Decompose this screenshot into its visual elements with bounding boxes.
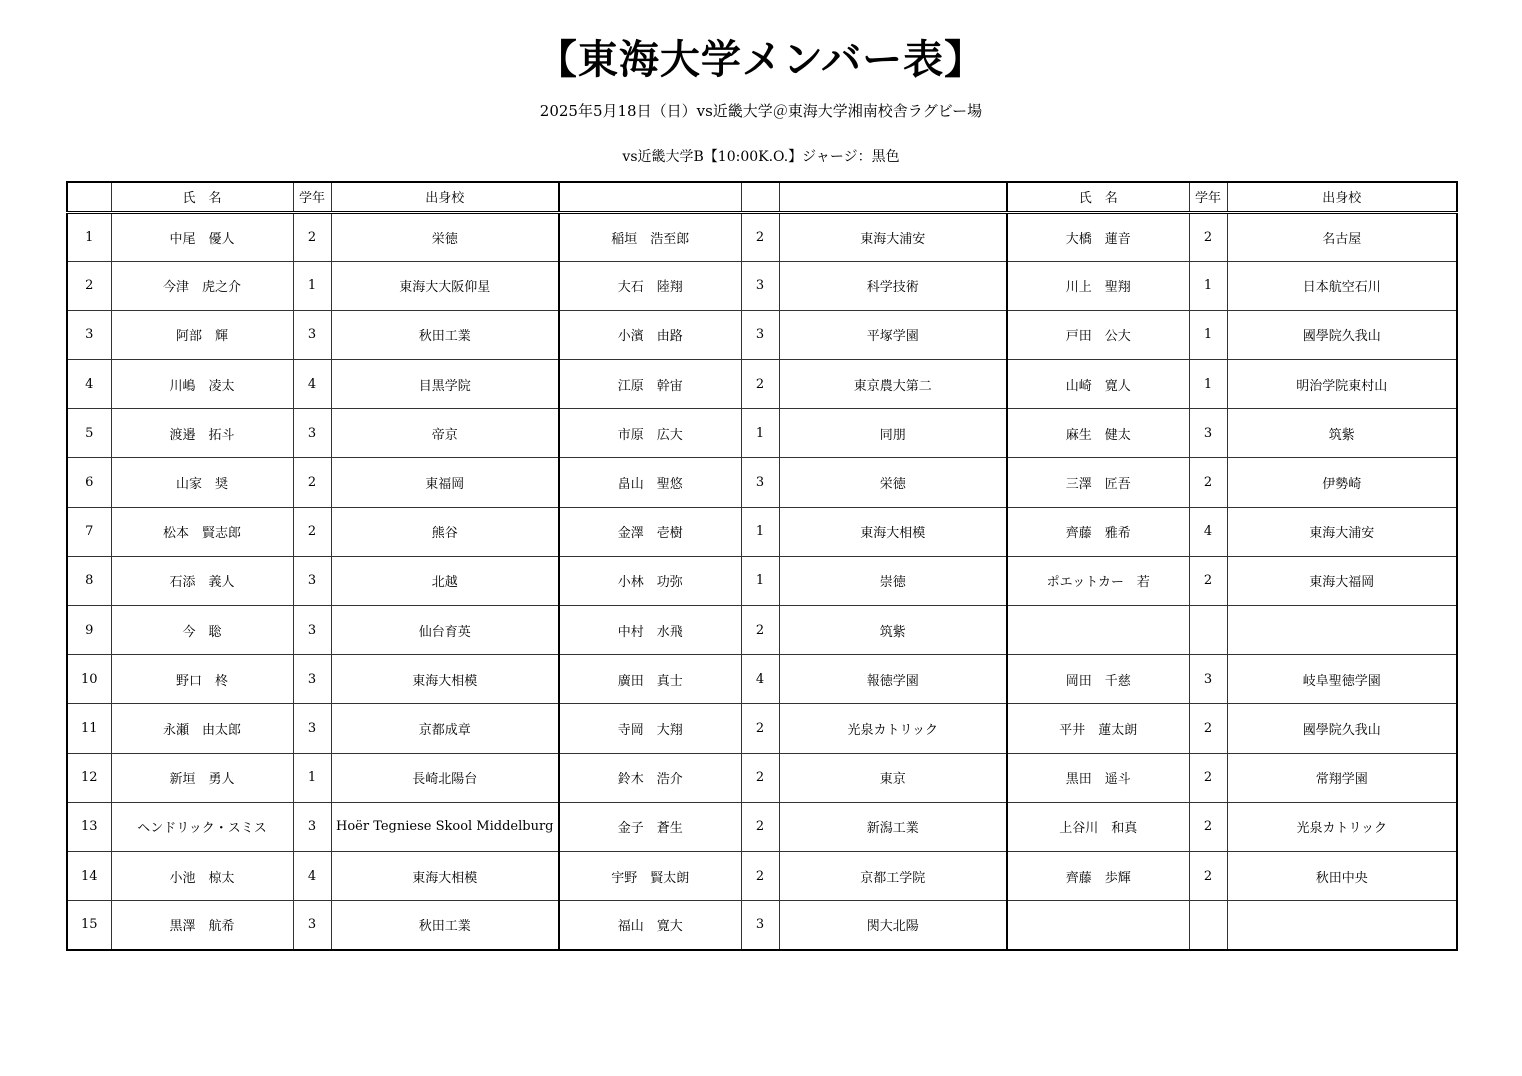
- player-name: 阿部 輝: [111, 310, 293, 359]
- player-name: 稲垣 浩至郎: [559, 212, 741, 261]
- player-school: 東海大浦安: [779, 212, 1007, 261]
- player-name: 黒田 遥斗: [1007, 753, 1189, 802]
- player-year: 2: [1189, 556, 1227, 605]
- player-year: 2: [1189, 753, 1227, 802]
- player-school: 長崎北陽台: [331, 753, 559, 802]
- player-year: 2: [741, 360, 779, 409]
- header-name-3: 氏 名: [1007, 182, 1189, 212]
- player-school: 光泉カトリック: [779, 704, 1007, 753]
- player-school: 帝京: [331, 409, 559, 458]
- player-name: 松本 賢志郎: [111, 507, 293, 556]
- player-school: 報徳学園: [779, 655, 1007, 704]
- header-year-3: 学年: [1189, 182, 1227, 212]
- player-name: 岡田 千慈: [1007, 655, 1189, 704]
- player-number: 7: [67, 507, 111, 556]
- player-name: 三澤 匠吾: [1007, 458, 1189, 507]
- header-school-2: [779, 182, 1007, 212]
- player-school: 東海大福岡: [1227, 556, 1457, 605]
- player-name: 金澤 壱樹: [559, 507, 741, 556]
- table-row: [67, 261, 1457, 310]
- player-year: 3: [741, 458, 779, 507]
- player-name: 川上 聖翔: [1007, 261, 1189, 310]
- player-year: 1: [741, 507, 779, 556]
- document-title: 【東海大学メンバー表】: [536, 36, 986, 83]
- player-name: 今 聡: [111, 606, 293, 655]
- player-year: 2: [293, 212, 331, 261]
- player-name: [1007, 606, 1189, 655]
- player-school: 東福岡: [331, 458, 559, 507]
- player-number: 14: [67, 851, 111, 900]
- player-name: 平井 蓮太朗: [1007, 704, 1189, 753]
- player-year: [1189, 901, 1227, 950]
- player-school: 東海大相模: [331, 851, 559, 900]
- player-name: ヘンドリック・スミス: [111, 802, 293, 851]
- player-year: 2: [293, 507, 331, 556]
- player-year: 2: [1189, 212, 1227, 261]
- player-school: 東海大浦安: [1227, 507, 1457, 556]
- player-school: [1227, 901, 1457, 950]
- player-number: 15: [67, 901, 111, 950]
- table-row: [67, 360, 1457, 409]
- table-header-row: [67, 182, 1457, 212]
- player-year: 4: [293, 851, 331, 900]
- player-name: 新垣 勇人: [111, 753, 293, 802]
- player-school: 栄徳: [331, 212, 559, 261]
- player-school: 目黒学院: [331, 360, 559, 409]
- player-number: 9: [67, 606, 111, 655]
- player-school: 國學院久我山: [1227, 704, 1457, 753]
- table-row: [67, 851, 1457, 900]
- player-school: 秋田中央: [1227, 851, 1457, 900]
- table-row: [67, 655, 1457, 704]
- player-school: 関大北陽: [779, 901, 1007, 950]
- player-year: 4: [293, 360, 331, 409]
- player-year: 1: [741, 409, 779, 458]
- player-year: 2: [1189, 802, 1227, 851]
- player-year: [1189, 606, 1227, 655]
- player-school: 常翔学園: [1227, 753, 1457, 802]
- player-name: 廣田 真士: [559, 655, 741, 704]
- header-year: 学年: [293, 182, 331, 212]
- player-year: 3: [741, 310, 779, 359]
- table-row: [67, 458, 1457, 507]
- player-name: 渡邉 拓斗: [111, 409, 293, 458]
- player-year: 3: [741, 261, 779, 310]
- player-year: 2: [1189, 704, 1227, 753]
- player-year: 4: [741, 655, 779, 704]
- header-name: 氏 名: [111, 182, 293, 212]
- player-name: 小林 功弥: [559, 556, 741, 605]
- player-year: 2: [741, 851, 779, 900]
- player-year: 1: [1189, 360, 1227, 409]
- player-school: 秋田工業: [331, 310, 559, 359]
- player-name: ポエットカー 若: [1007, 556, 1189, 605]
- player-name: 永瀬 由太郎: [111, 704, 293, 753]
- player-year: 4: [1189, 507, 1227, 556]
- player-school: 國學院久我山: [1227, 310, 1457, 359]
- table-row: [67, 901, 1457, 950]
- player-number: 10: [67, 655, 111, 704]
- player-name: 上谷川 和真: [1007, 802, 1189, 851]
- player-number: 8: [67, 556, 111, 605]
- player-name: 大橋 蓮音: [1007, 212, 1189, 261]
- player-number: 13: [67, 802, 111, 851]
- header-name-2: [559, 182, 741, 212]
- player-name: 齊藤 歩輝: [1007, 851, 1189, 900]
- player-year: 3: [293, 901, 331, 950]
- player-name: 金子 蒼生: [559, 802, 741, 851]
- player-number: 2: [67, 261, 111, 310]
- player-year: 2: [741, 606, 779, 655]
- player-school: 東海大相模: [331, 655, 559, 704]
- player-year: 1: [741, 556, 779, 605]
- table-row: [67, 704, 1457, 753]
- player-name: 麻生 健太: [1007, 409, 1189, 458]
- player-name: 黒澤 航希: [111, 901, 293, 950]
- player-school: 栄徳: [779, 458, 1007, 507]
- player-year: 3: [741, 901, 779, 950]
- player-name: 野口 柊: [111, 655, 293, 704]
- player-name: 石添 義人: [111, 556, 293, 605]
- table-row: [67, 753, 1457, 802]
- player-number: 6: [67, 458, 111, 507]
- player-school: 東海大大阪仰星: [331, 261, 559, 310]
- player-school: 北越: [331, 556, 559, 605]
- table-row: [67, 212, 1457, 261]
- player-name: [1007, 901, 1189, 950]
- player-name: 寺岡 大翔: [559, 704, 741, 753]
- player-school: 東海大相模: [779, 507, 1007, 556]
- player-year: 3: [293, 606, 331, 655]
- player-school: 京都成章: [331, 704, 559, 753]
- table-body: [67, 212, 1457, 950]
- player-school: 崇徳: [779, 556, 1007, 605]
- player-name: 福山 寛大: [559, 901, 741, 950]
- header-number: [67, 182, 111, 212]
- member-table: [66, 181, 1458, 951]
- player-name: 市原 広大: [559, 409, 741, 458]
- player-year: 2: [741, 802, 779, 851]
- match-info: 2025年5月18日（日）vs近畿大学＠東海大学湘南校舎ラグビー場: [539, 102, 983, 120]
- player-school: 岐阜聖徳学園: [1227, 655, 1457, 704]
- table-row: [67, 802, 1457, 851]
- player-number: 11: [67, 704, 111, 753]
- player-name: 戸田 公大: [1007, 310, 1189, 359]
- player-name: 山家 奨: [111, 458, 293, 507]
- player-school: 秋田工業: [331, 901, 559, 950]
- header-school-3: 出身校: [1227, 182, 1457, 212]
- player-name: 今津 虎之介: [111, 261, 293, 310]
- player-school: 光泉カトリック: [1227, 802, 1457, 851]
- header-year-2: [741, 182, 779, 212]
- player-year: 2: [741, 753, 779, 802]
- player-number: 4: [67, 360, 111, 409]
- table-row: [67, 606, 1457, 655]
- player-school: 同朋: [779, 409, 1007, 458]
- player-school: 東京農大第二: [779, 360, 1007, 409]
- player-name: 中村 水飛: [559, 606, 741, 655]
- player-year: 3: [1189, 409, 1227, 458]
- player-school: 日本航空石川: [1227, 261, 1457, 310]
- player-year: 1: [1189, 261, 1227, 310]
- player-name: 齊藤 雅希: [1007, 507, 1189, 556]
- player-school: 科学技術: [779, 261, 1007, 310]
- player-name: 大石 陸翔: [559, 261, 741, 310]
- player-school: 京都工学院: [779, 851, 1007, 900]
- player-year: 1: [1189, 310, 1227, 359]
- player-school: [1227, 606, 1457, 655]
- player-number: 3: [67, 310, 111, 359]
- player-school: 東京: [779, 753, 1007, 802]
- player-school: 明治学院東村山: [1227, 360, 1457, 409]
- player-year: 1: [293, 261, 331, 310]
- player-number: 5: [67, 409, 111, 458]
- player-year: 3: [293, 655, 331, 704]
- player-name: 江原 幹宙: [559, 360, 741, 409]
- table-row: [67, 556, 1457, 605]
- player-year: 1: [293, 753, 331, 802]
- player-number: 1: [67, 212, 111, 261]
- player-school: 平塚学園: [779, 310, 1007, 359]
- player-year: 3: [293, 704, 331, 753]
- player-year: 3: [293, 802, 331, 851]
- header-school: 出身校: [331, 182, 559, 212]
- player-year: 3: [293, 409, 331, 458]
- player-school: Hoër Tegniese Skool Middelburg: [331, 802, 559, 851]
- player-school: 熊谷: [331, 507, 559, 556]
- team-caption: vs近畿大学B【10:00K.O.】ジャージ：黒色: [622, 149, 900, 165]
- player-school: 仙台育英: [331, 606, 559, 655]
- player-school: 伊勢崎: [1227, 458, 1457, 507]
- player-year: 3: [293, 556, 331, 605]
- player-name: 川嶋 凌太: [111, 360, 293, 409]
- player-name: 宇野 賢太朗: [559, 851, 741, 900]
- player-year: 2: [293, 458, 331, 507]
- player-year: 2: [1189, 458, 1227, 507]
- player-school: 名古屋: [1227, 212, 1457, 261]
- player-name: 小池 椋太: [111, 851, 293, 900]
- player-year: 2: [741, 704, 779, 753]
- player-year: 3: [1189, 655, 1227, 704]
- player-school: 筑紫: [779, 606, 1007, 655]
- player-number: 12: [67, 753, 111, 802]
- player-name: 山崎 寛人: [1007, 360, 1189, 409]
- table-row: [67, 310, 1457, 359]
- player-name: 畠山 聖悠: [559, 458, 741, 507]
- player-year: 2: [1189, 851, 1227, 900]
- player-year: 3: [293, 310, 331, 359]
- player-year: 2: [741, 212, 779, 261]
- player-name: 小濱 由路: [559, 310, 741, 359]
- table-row: [67, 507, 1457, 556]
- table-row: [67, 409, 1457, 458]
- player-name: 鈴木 浩介: [559, 753, 741, 802]
- player-name: 中尾 優人: [111, 212, 293, 261]
- player-school: 筑紫: [1227, 409, 1457, 458]
- player-school: 新潟工業: [779, 802, 1007, 851]
